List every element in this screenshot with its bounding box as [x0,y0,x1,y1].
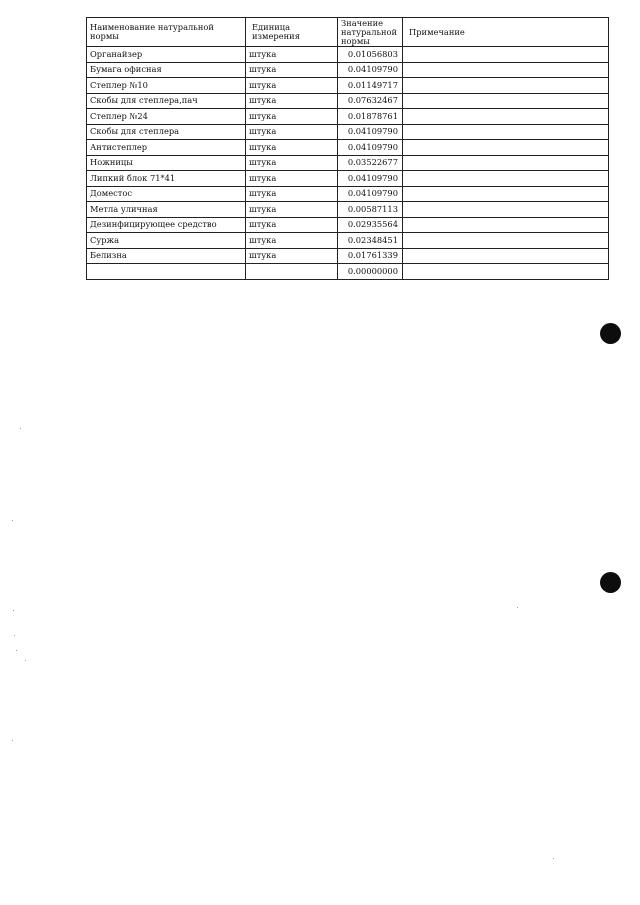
cell-name: Липкий блок 71*41 [87,171,246,187]
cell-note [403,186,609,202]
cell-value: 0.00000000 [338,264,403,280]
scan-speck [12,520,13,521]
cell-unit: штука [246,217,338,233]
scan-speck [16,650,17,651]
cell-value: 0.02935564 [338,217,403,233]
cell-name: Бумага офисная [87,62,246,78]
header-unit: Единица измерения [246,18,338,47]
cell-name [87,264,246,280]
header-note: Примечание [403,18,609,47]
cell-note [403,233,609,249]
table-row [87,248,609,264]
cell-note [403,217,609,233]
cell-name: Степлер №24 [87,109,246,125]
cell-value: 0.01878761 [338,109,403,125]
cell-name: Суржа [87,233,246,249]
cell-unit: штука [246,140,338,156]
cell-note [403,93,609,109]
table-row [87,171,609,187]
norms-table [86,17,609,280]
cell-name: Белизна [87,248,246,264]
cell-unit: штука [246,155,338,171]
cell-note [403,124,609,140]
cell-note [403,109,609,125]
cell-value: 0.03522677 [338,155,403,171]
table-row [87,78,609,94]
cell-value: 0.01761339 [338,248,403,264]
table-row [87,155,609,171]
cell-unit: штука [246,124,338,140]
cell-value: 0.01056803 [338,47,403,63]
scan-speck [20,428,21,429]
cell-note [403,47,609,63]
cell-name: Скобы для степлера,пач [87,93,246,109]
cell-value: 0.01149717 [338,78,403,94]
cell-value: 0.02348451 [338,233,403,249]
cell-note [403,155,609,171]
punch-hole [600,572,621,593]
cell-name: Дезинфицирующее средство [87,217,246,233]
cell-value: 0.07632467 [338,93,403,109]
cell-value: 0.04109790 [338,186,403,202]
table-row [87,109,609,125]
cell-unit: штука [246,47,338,63]
cell-unit: штука [246,93,338,109]
cell-unit: штука [246,78,338,94]
cell-unit: штука [246,109,338,125]
cell-note [403,78,609,94]
cell-note [403,62,609,78]
cell-unit: штука [246,202,338,218]
header-name: Наименование натуральной нормы [87,18,246,47]
cell-note [403,248,609,264]
header-value: Значение натуральной нормы [338,18,403,47]
cell-note [403,264,609,280]
cell-note [403,140,609,156]
table-row [87,124,609,140]
cell-name: Доместос [87,186,246,202]
cell-name: Антистеплер [87,140,246,156]
scan-speck [12,740,13,741]
cell-value: 0.04109790 [338,124,403,140]
table-row [87,217,609,233]
cell-unit: штука [246,248,338,264]
cell-value: 0.04109790 [338,140,403,156]
table-row [87,47,609,63]
punch-hole [600,323,621,344]
cell-name: Органайзер [87,47,246,63]
table-row [87,186,609,202]
table-row [87,202,609,218]
cell-unit: штука [246,233,338,249]
cell-name: Скобы для степлера [87,124,246,140]
table-row [87,140,609,156]
cell-value: 0.04109790 [338,171,403,187]
table-header-row [87,18,609,47]
cell-note [403,202,609,218]
scan-speck [553,858,554,859]
cell-value: 0.04109790 [338,62,403,78]
table-row [87,233,609,249]
cell-unit: штука [246,186,338,202]
cell-unit [246,264,338,280]
scan-speck [517,607,518,608]
cell-name: Метла уличная [87,202,246,218]
table-row [87,93,609,109]
table-row [87,62,609,78]
cell-unit: штука [246,62,338,78]
cell-note [403,171,609,187]
cell-name: Ножницы [87,155,246,171]
table-row [87,264,609,280]
cell-value: 0.00587113 [338,202,403,218]
scan-speck [13,610,14,611]
cell-name: Степлер №10 [87,78,246,94]
scan-speck [14,635,15,636]
cell-unit: штука [246,171,338,187]
scan-speck [25,660,26,661]
